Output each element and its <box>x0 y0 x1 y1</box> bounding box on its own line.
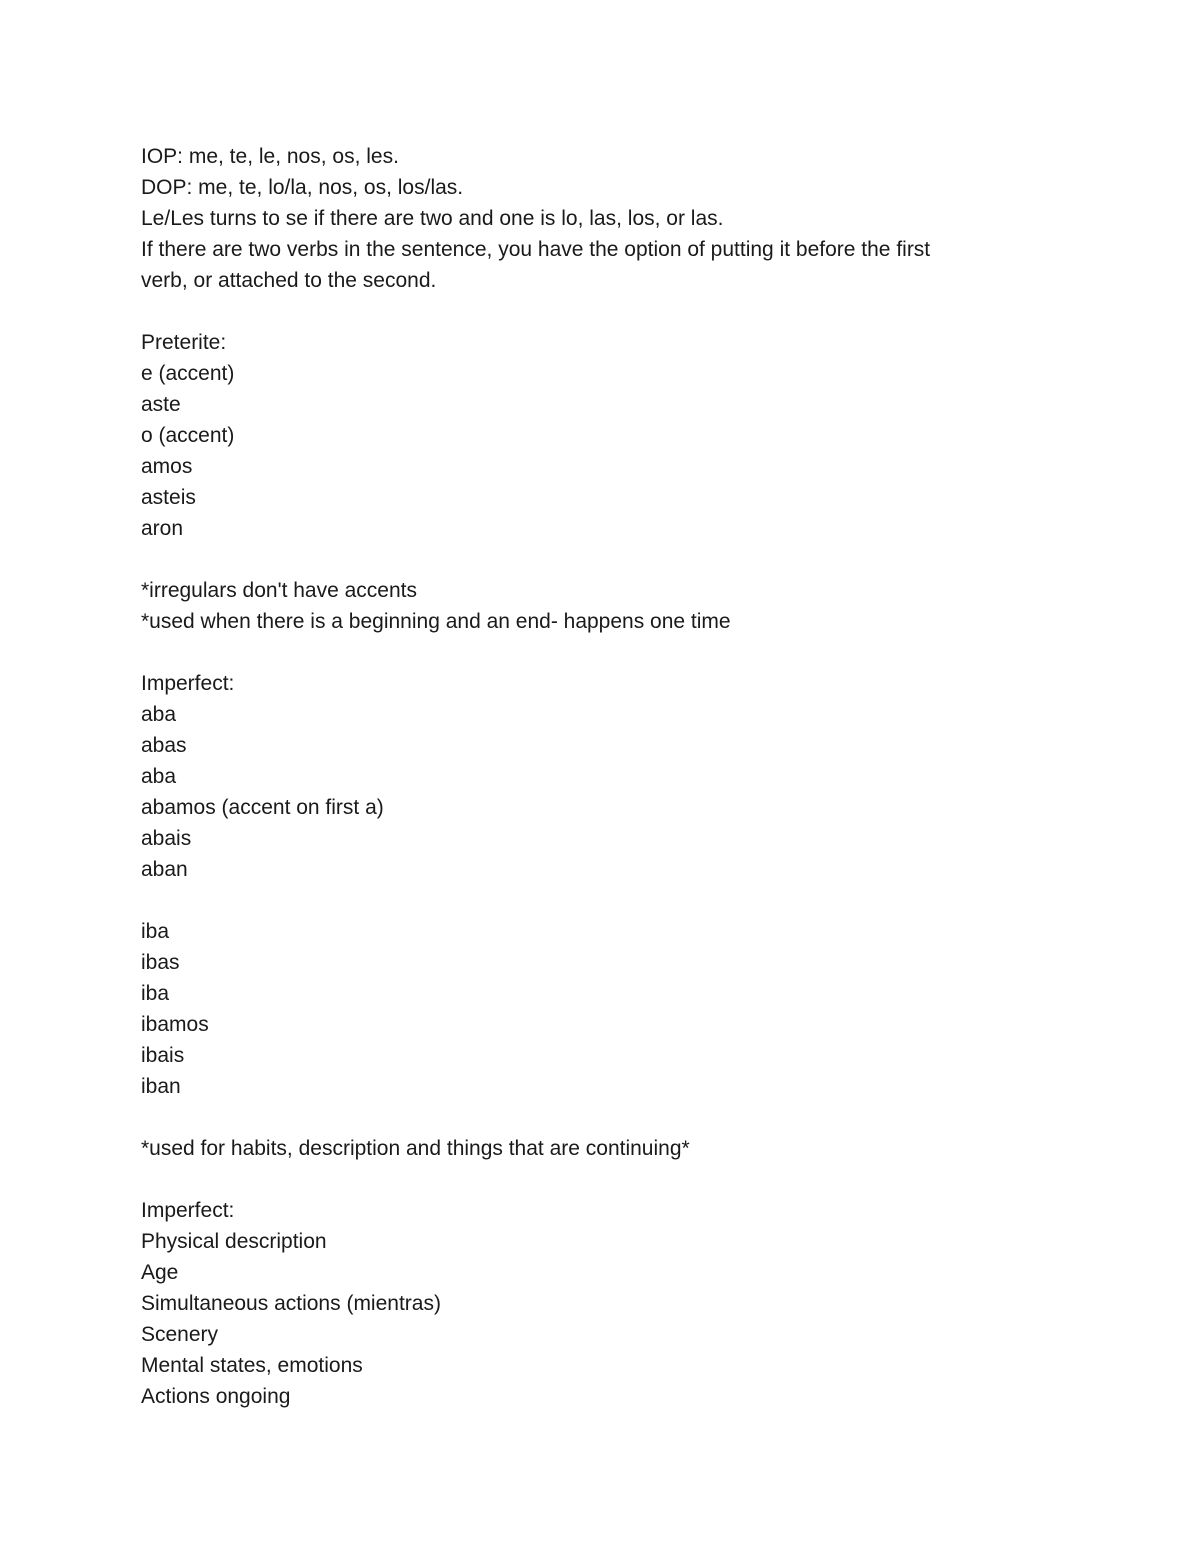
preterite-note: *used when there is a beginning and an end- happens one time <box>141 610 731 633</box>
preterite-ending: aron <box>141 517 184 540</box>
imperfect-ar-ending: abamos (accent on first a) <box>141 796 384 819</box>
spacer <box>141 1164 1041 1195</box>
imperfect-ir-ending: iba <box>141 920 170 943</box>
imperfect-use-item: Scenery <box>141 1323 219 1346</box>
imperfect-ar-ending: abas <box>141 734 187 757</box>
two-verbs-rule-line-1: If there are two verbs in the sentence, you have the option of putting it before the first <box>141 238 931 261</box>
imperfect-use-item: Mental states, emotions <box>141 1354 363 1377</box>
imperfect-ir-ending: ibamos <box>141 1013 209 1036</box>
spacer <box>141 885 1041 916</box>
imperfect-ir-ending: ibas <box>141 951 180 974</box>
preterite-heading: Preterite: <box>141 331 227 354</box>
imperfect-ar-ending: aba <box>141 765 177 788</box>
dop-line: DOP: me, te, lo/la, nos, os, los/las. <box>141 176 464 199</box>
le-les-rule: Le/Les turns to se if there are two and one is lo, las, los, or las. <box>141 207 724 230</box>
imperfect-uses-heading: Imperfect: <box>141 1199 235 1222</box>
preterite-ending: asteis <box>141 486 196 509</box>
imperfect-ir-ending: ibais <box>141 1044 185 1067</box>
imperfect-use-item: Actions ongoing <box>141 1385 291 1408</box>
imperfect-note: *used for habits, description and things that are continuing* <box>141 1137 690 1160</box>
preterite-ending: amos <box>141 455 193 478</box>
imperfect-ar-ending: aba <box>141 703 177 726</box>
imperfect-ir-ending: iban <box>141 1075 181 1098</box>
two-verbs-rule-line-2: verb, or attached to the second. <box>141 269 437 292</box>
preterite-ending: e (accent) <box>141 362 235 385</box>
preterite-ending: o (accent) <box>141 424 235 447</box>
imperfect-ar-ending: abais <box>141 827 192 850</box>
imperfect-use-item: Age <box>141 1261 179 1284</box>
imperfect-use-item: Simultaneous actions (mientras) <box>141 1292 441 1315</box>
preterite-note: *irregulars don't have accents <box>141 579 417 602</box>
preterite-ending: aste <box>141 393 181 416</box>
iop-line: IOP: me, te, le, nos, os, les. <box>141 145 399 168</box>
imperfect-ar-ending: aban <box>141 858 188 881</box>
document-body <box>141 141 1041 1412</box>
imperfect-heading: Imperfect: <box>141 672 235 695</box>
spacer <box>141 1102 1041 1133</box>
imperfect-ir-ending: iba <box>141 982 170 1005</box>
imperfect-use-item: Physical description <box>141 1230 327 1253</box>
spacer <box>141 296 1041 327</box>
spacer <box>141 544 1041 575</box>
spacer <box>141 637 1041 668</box>
